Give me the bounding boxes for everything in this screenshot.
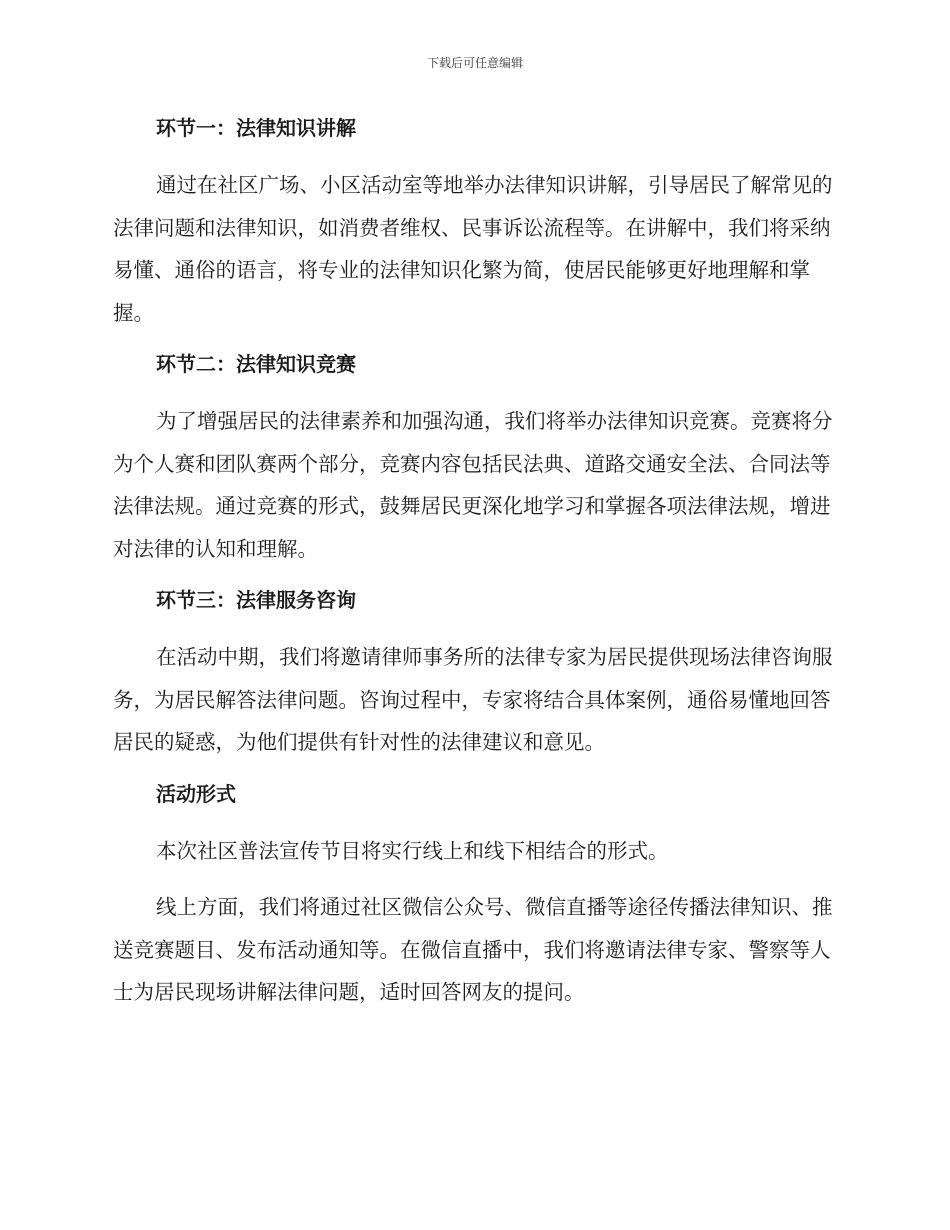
section-heading-2: 环节二：法律知识竞赛 — [156, 352, 356, 376]
section-paragraph-4b: 线上方面，我们将通过社区微信公众号、微信直播等途径传播法律知识、推送竞赛题目、发布活动通知等。在微信直播中，我们将邀请法律专家、警察等人士为居民现场讲解法律问题，适时回答网友的提问。 — [113, 895, 833, 1004]
document-body — [113, 112, 833, 1028]
section-paragraph-3: 在活动中期，我们将邀请律师事务所的法律专家为居民提供现场法律咨询服务，为居民解答法律问题。咨询过程中，专家将结合具体案例，通俗易懂地回答居民的疑惑，为他们提供有针对性的法律建议和意见。 — [113, 645, 833, 754]
section-paragraph-1: 通过在社区广场、小区活动室等地举办法律知识讲解，引导居民了解常见的法律问题和法律知识，如消费者维权、民事诉讼流程等。在讲解中，我们将采纳易懂、通俗的语言，将专业的法律知识化繁为简，使居民能够更好地理解和掌握。 — [113, 173, 833, 325]
section-paragraph-4a: 本次社区普法宣传节目将实行线上和线下相结合的形式。 — [156, 838, 669, 863]
page-header: 下载后可任意编辑 — [426, 56, 523, 70]
section-paragraph-2: 为了增强居民的法律素养和加强沟通，我们将举办法律知识竞赛。竞赛将分为个人赛和团队赛两个部分，竞赛内容包括民法典、道路交通安全法、合同法等法律法规。通过竞赛的形式，鼓舞居民更深化地学习和掌握各项法律法规，增进对法律的认知和理解。 — [113, 409, 833, 561]
section-heading-3: 环节三：法律服务咨询 — [156, 588, 356, 612]
section-heading-4: 活动形式 — [156, 781, 236, 806]
section-heading-1: 环节一：法律知识讲解 — [156, 116, 356, 140]
